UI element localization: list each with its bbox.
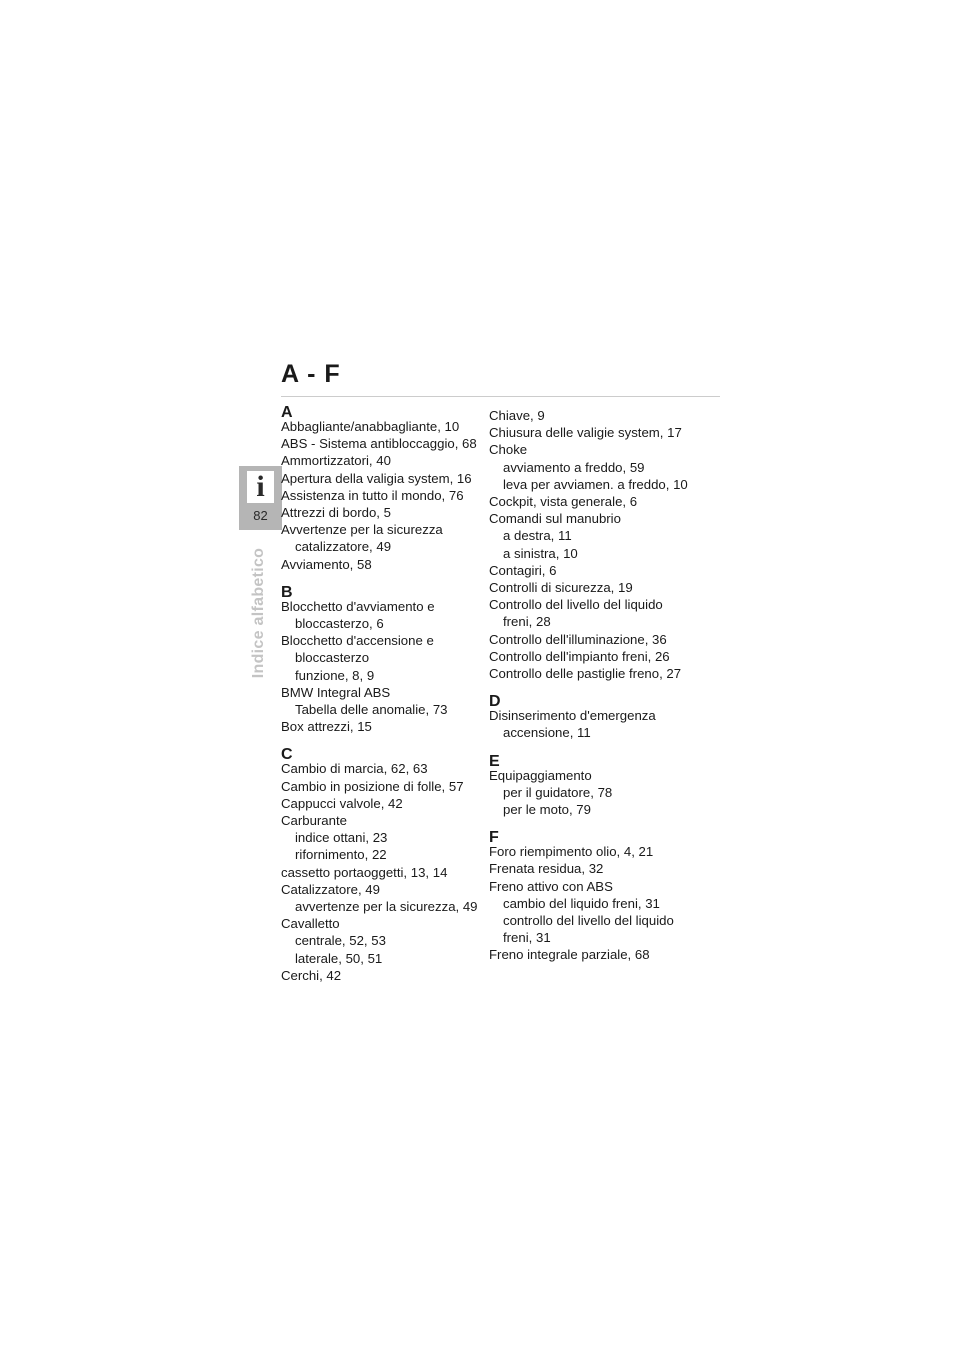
index-entry: Blocchetto d'avviamento e xyxy=(281,598,435,614)
index-subentry: bloccasterzo xyxy=(295,650,370,666)
index-section xyxy=(489,693,721,741)
index-section xyxy=(281,404,486,573)
section-letter: A xyxy=(281,404,293,421)
index-section xyxy=(489,752,721,819)
index-entry: Controlli di sicurezza, 19 xyxy=(489,580,633,596)
index-subentry: freni, 31 xyxy=(503,930,551,946)
info-icon: i xyxy=(247,471,274,503)
index-entry: Equipaggiamento xyxy=(489,767,592,783)
index-subentry: funzione, 8, 9 xyxy=(295,667,375,683)
index-entry: Choke xyxy=(489,442,528,458)
index-column-left xyxy=(281,404,486,984)
index-entry: Apertura della valigia system, 16 xyxy=(281,470,472,486)
index-entry: Avvertenze per la sicurezza xyxy=(281,522,443,538)
index-entry: Cambio in posizione di folle, 57 xyxy=(281,778,464,794)
section-letter: C xyxy=(281,746,293,764)
index-entry: Cambio di marcia, 62, 63 xyxy=(281,761,428,777)
index-entry: Cerchi, 42 xyxy=(281,967,342,983)
index-entry: Blocchetto d'accensione e xyxy=(281,633,434,649)
index-subentry: bloccasterzo, 6 xyxy=(295,616,384,632)
index-subentry: rifornimento, 22 xyxy=(295,847,387,863)
index-entry: Controllo dell'illuminazione, 36 xyxy=(489,631,667,647)
index-entry: cassetto portaoggetti, 13, 14 xyxy=(281,864,448,880)
index-subentry: cambio del liquido freni, 31 xyxy=(503,895,660,911)
index-entry: Cappucci valvole, 42 xyxy=(281,795,403,811)
index-subentry: per le moto, 79 xyxy=(503,802,591,818)
index-entry: Assistenza in tutto il mondo, 76 xyxy=(281,487,464,503)
index-entry: Controllo del livello del liquido xyxy=(489,597,663,613)
section-letter: B xyxy=(281,583,293,601)
index-entry: Comandi sul manubrio xyxy=(489,511,621,527)
index-entry: Cavalletto xyxy=(281,916,340,932)
index-entry: Catalizzatore, 49 xyxy=(281,881,380,897)
index-subentry: controllo del livello del liquido xyxy=(503,913,674,929)
index-subentry: avviamento a freddo, 59 xyxy=(503,459,645,475)
chapter-label: Indice alfabetico xyxy=(250,547,267,679)
index-subentry: a sinistra, 10 xyxy=(503,545,578,561)
index-entry: Abbagliante/anabbagliante, 10 xyxy=(281,419,460,434)
index-entry: Controllo delle pastiglie freno, 27 xyxy=(489,666,682,682)
index-entry: Frenata residua, 32 xyxy=(489,861,604,877)
index-entry: Freno attivo con ABS xyxy=(489,878,613,894)
index-entry: ABS - Sistema antibloccaggio, 68 xyxy=(281,436,477,452)
index-entry: Disinserimento d'emergenza xyxy=(489,708,656,724)
index-subentry: avvertenze per la sicurezza, 49 xyxy=(295,899,478,915)
index-section xyxy=(281,746,486,984)
index-entry: Controllo dell'impianto freni, 26 xyxy=(489,648,670,664)
index-column-right xyxy=(489,407,721,964)
index-section xyxy=(281,583,486,736)
index-entry: Chiusura delle valigie system, 17 xyxy=(489,425,682,441)
index-subentry: a destra, 11 xyxy=(503,528,572,544)
index-subentry: leva per avviamen. a freddo, 10 xyxy=(503,476,688,492)
index-section xyxy=(489,407,721,682)
index-entry: Carburante xyxy=(281,813,347,829)
index-entry: BMW Integral ABS xyxy=(281,684,391,700)
index-subentry: laterale, 50, 51 xyxy=(295,950,383,966)
index-entry: Attrezzi di bordo, 5 xyxy=(281,505,391,521)
index-entry: Freno integrale parziale, 68 xyxy=(489,947,650,963)
index-entry: Foro riempimento olio, 4, 21 xyxy=(489,844,654,860)
section-letter: D xyxy=(489,693,501,711)
index-subentry: centrale, 52, 53 xyxy=(295,933,386,949)
index-subentry: catalizzatore, 49 xyxy=(295,539,392,555)
index-subentry: Tabella delle anomalie, 73 xyxy=(295,702,448,718)
index-entry: Contagiri, 6 xyxy=(489,562,557,578)
title-divider xyxy=(281,396,720,397)
index-entry: Avviamento, 58 xyxy=(281,556,372,572)
section-letter: F xyxy=(489,829,499,847)
index-entry: Cockpit, vista generale, 6 xyxy=(489,494,638,510)
index-subentry: accensione, 11 xyxy=(503,725,591,741)
index-entry: Chiave, 9 xyxy=(489,408,545,423)
page-title: A - F xyxy=(281,360,341,388)
index-subentry: freni, 28 xyxy=(503,614,551,630)
page-number: 82 xyxy=(253,508,268,523)
index-subentry: indice ottani, 23 xyxy=(295,830,388,846)
index-section xyxy=(489,829,721,963)
section-letter: E xyxy=(489,752,500,770)
index-subentry: per il guidatore, 78 xyxy=(503,784,613,800)
index-entry: Ammortizzatori, 40 xyxy=(281,453,391,469)
index-entry: Box attrezzi, 15 xyxy=(281,719,372,735)
chapter-tab xyxy=(239,466,282,530)
